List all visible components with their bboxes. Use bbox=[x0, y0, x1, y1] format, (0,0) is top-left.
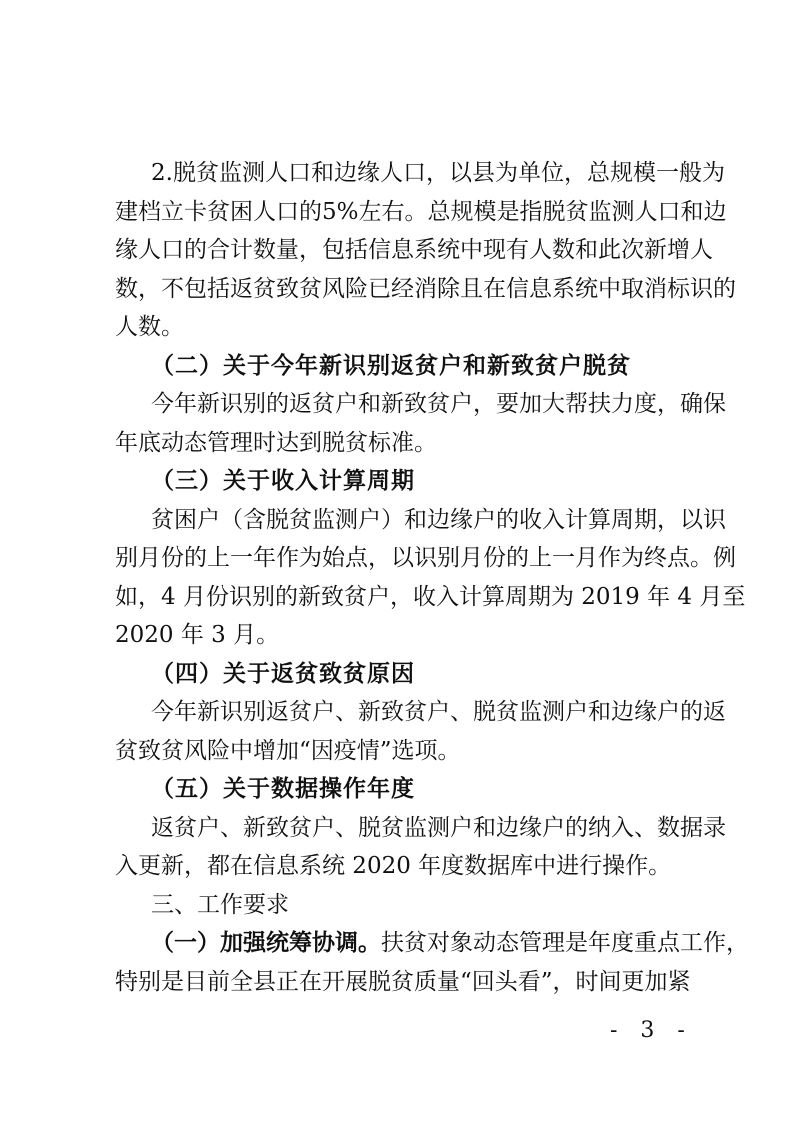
subheading-5: （五）关于数据操作年度 bbox=[151, 776, 415, 802]
paragraph-line: 贫致贫风险中增加“因疫情”选项。 bbox=[115, 737, 461, 764]
page-number: - 3 - bbox=[610, 1018, 693, 1043]
paragraph-line: 入更新，都在信息系统 2020 年度数据库中进行操作。 bbox=[115, 853, 672, 879]
paragraph-line: 年底动态管理时达到脱贫标准。 bbox=[115, 429, 437, 456]
paragraph-line: 数，不包括返贫致贫风险已经消除且在信息系统中取消标识的 bbox=[115, 275, 736, 302]
paragraph-line: 贫困户（含脱贫监测户）和边缘户的收入计算周期，以识 bbox=[151, 506, 726, 533]
paragraph-line: 别月份的上一年作为始点，以识别月份的上一月作为终点。例 bbox=[115, 545, 736, 571]
document-body bbox=[115, 154, 749, 1001]
paragraph-line: 建档立卡贫困人口的5%左右。总规模是指脱贫监测人口和边 bbox=[115, 198, 727, 225]
paragraph-line: 2.脱贫监测人口和边缘人口，以县为单位，总规模一般为 bbox=[151, 160, 725, 186]
section-heading-3: 三、工作要求 bbox=[151, 891, 289, 918]
paragraph-text: 扶贫对象动态管理是年度重点工作， bbox=[381, 930, 749, 956]
bold-lead: （一）加强统筹协调。 bbox=[151, 930, 381, 956]
subheading-3: （三）关于收入计算周期 bbox=[151, 468, 415, 494]
paragraph-line: 如，4 月份识别的新致贫户，收入计算周期为 2019 年 4 月至 bbox=[115, 583, 746, 610]
paragraph-line: 特别是目前全县正在开展脱贫质量“回头看”，时间更加紧 bbox=[115, 968, 691, 995]
paragraph-line: 今年新识别返贫户、新致贫户、脱贫监测户和边缘户的返 bbox=[151, 699, 726, 725]
subheading-2: （二）关于今年新识别返贫户和新致贫户脱贫 bbox=[151, 352, 631, 379]
paragraph-line: 今年新识别的返贫户和新致贫户，要加大帮扶力度，确保 bbox=[151, 391, 726, 417]
paragraph-line: 返贫户、新致贫户、脱贫监测户和边缘户的纳入、数据录 bbox=[151, 814, 726, 841]
paragraph-line: 2020 年 3 月。 bbox=[115, 622, 280, 648]
paragraph-line bbox=[115, 924, 749, 963]
subheading-4: （四）关于返贫致贫原因 bbox=[151, 660, 415, 687]
paragraph-line: 缘人口的合计数量，包括信息系统中现有人数和此次新增人 bbox=[115, 237, 713, 263]
paragraph-line: 人数。 bbox=[115, 314, 184, 340]
